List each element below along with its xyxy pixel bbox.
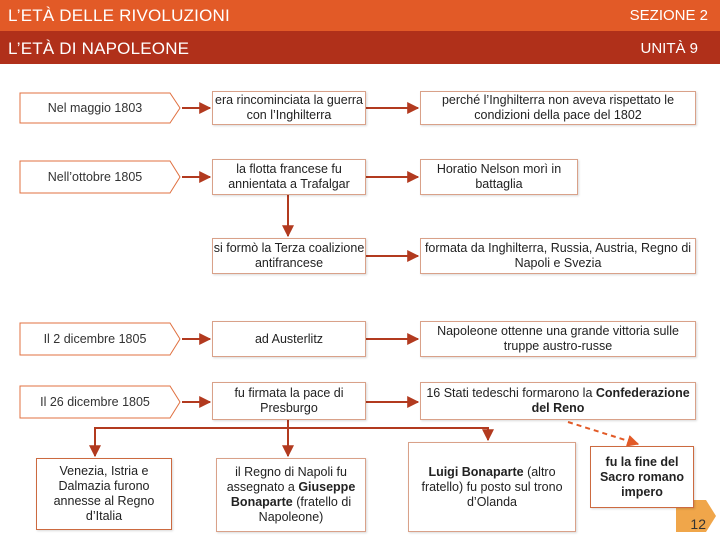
event-text-6-pre: il Regno di Napoli fu assegnato a — [226, 465, 347, 494]
date-text-4: Il 26 dicembre 1805 — [40, 394, 150, 409]
event-text-5: fu firmata la pace di Presburgo — [234, 386, 344, 415]
result-box-2 — [420, 159, 578, 195]
date-label-2 — [20, 161, 170, 193]
date-text-2: Nell’ottobre 1805 — [47, 169, 143, 184]
event-box-2 — [212, 159, 366, 195]
result-text-2: Horatio Nelson morì in battaglia — [436, 162, 562, 191]
result-text-3: formata da Inghilterra, Russia, Austria, Regno di Napoli e Svezia — [424, 241, 692, 270]
event-text-6-post: (fratello di Napoleone) — [258, 495, 352, 524]
result-text-7 — [591, 455, 693, 500]
result-text-4: Napoleone ottenne una grande vittoria sulle truppe austro-russe — [437, 324, 679, 353]
date-text-3: Il 2 dicembre 1805 — [43, 331, 147, 346]
event-text-2: la flotta francese fu annientata a Trafalgar — [228, 162, 350, 191]
result-text-1: perché l’Inghilterra non aveva rispettato le condizioni della pace del 1802 — [441, 93, 675, 122]
page-number-badge — [672, 496, 720, 540]
event-text-3: si formò la Terza coalizione antifrancese — [213, 241, 365, 270]
page-number: 12 — [690, 516, 706, 532]
date-label-4 — [20, 386, 170, 418]
result-box-5 — [420, 382, 696, 420]
header-subtitle: L’ETÀ DI NAPOLEONE — [8, 39, 190, 58]
date-arrow-shapes — [20, 93, 180, 418]
event-box-6 — [216, 458, 366, 532]
date-text-1: Nel maggio 1803 — [47, 100, 143, 115]
date-box-5 — [36, 458, 172, 530]
event-box-4 — [212, 321, 366, 357]
event-box-5 — [212, 382, 366, 420]
header-title: L’ETÀ DELLE RIVOLUZIONI — [8, 6, 230, 25]
result-text-5-bold: Confederazione del Reno — [531, 386, 690, 415]
date-label-1 — [20, 93, 170, 123]
result-text-6 — [409, 465, 575, 510]
result-text-6-post: (altro fratello) fu posto sul trono d’Olanda — [421, 464, 563, 509]
result-box-1 — [420, 91, 696, 125]
result-text-6-bold: Luigi Bonaparte — [428, 464, 524, 479]
tree-from-e5 — [95, 418, 288, 456]
result-text-7-pre: fu la fine del — [605, 454, 679, 469]
unit-label: UNITÀ 9 — [640, 40, 698, 57]
event-text-4: ad Austerlitz — [254, 331, 324, 346]
section-label: SEZIONE 2 — [629, 7, 708, 24]
dashed-arrow-r5-r7 — [568, 422, 638, 444]
event-text-6-bold: Giuseppe Bonaparte — [230, 480, 356, 509]
result-box-6 — [408, 442, 576, 532]
event-text-1: era rincominciata la guerra con l’Inghilterra — [215, 93, 363, 122]
arrow-e5-r6 — [288, 428, 488, 440]
event-text-6 — [217, 465, 365, 525]
result-text-5-pre: 16 Stati tedeschi formarono la — [426, 386, 596, 400]
result-text-5 — [421, 386, 695, 416]
result-box-3 — [420, 238, 696, 274]
event-box-1 — [212, 91, 366, 125]
date-text-5: Venezia, Istria e Dalmazia furono annesse al Regno d’Italia — [53, 464, 155, 523]
result-text-7-bold: Sacro romano impero — [599, 469, 685, 499]
event-box-3 — [212, 238, 366, 274]
date-label-3 — [20, 323, 170, 355]
result-box-4 — [420, 321, 696, 357]
